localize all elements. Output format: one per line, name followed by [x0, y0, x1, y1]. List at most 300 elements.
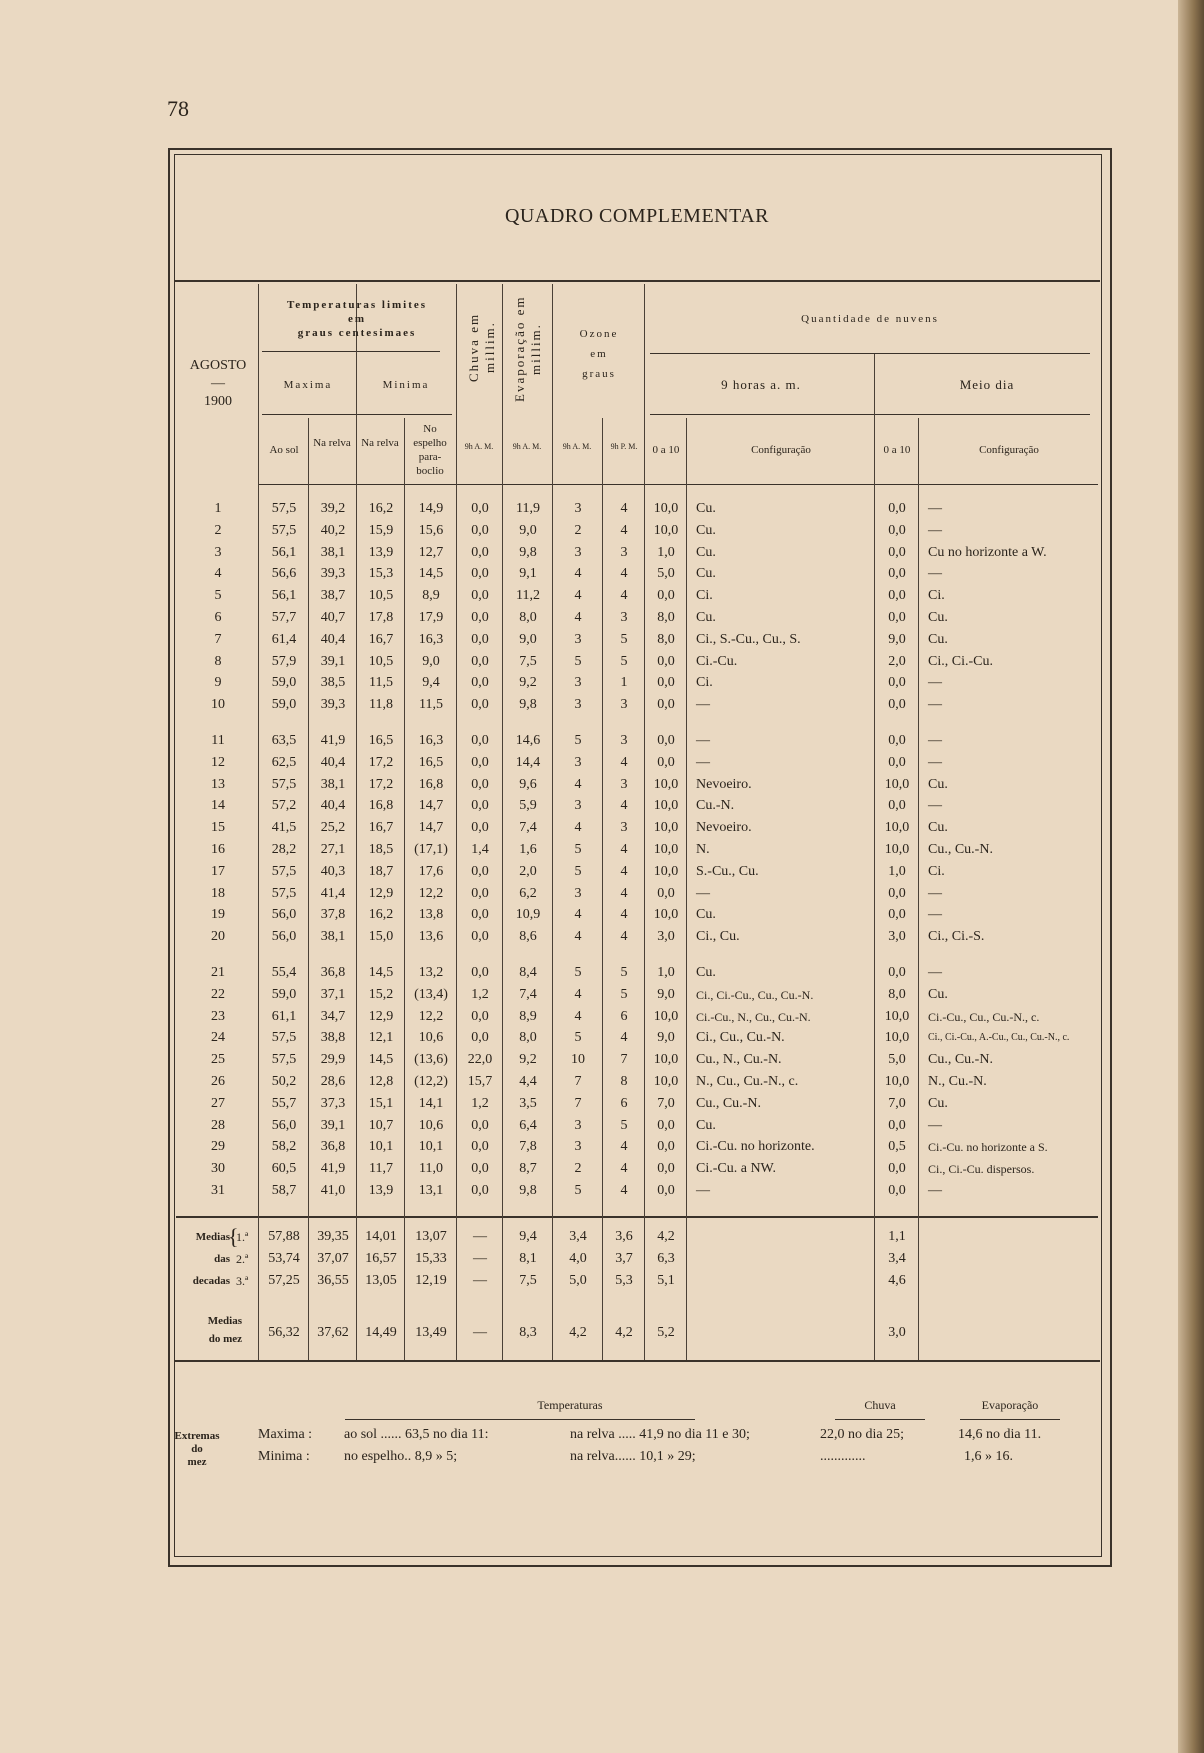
cell-temp-max-sol: 60,5	[271, 1161, 297, 1177]
cell-day: 14	[211, 798, 225, 814]
cell-evaporacao: 7,8	[519, 1139, 537, 1155]
cell-temp-min-espelho: 13,8	[418, 907, 444, 923]
cell-config-am: S.-Cu., Cu.	[696, 863, 759, 879]
cell-ozone-am: 3	[574, 675, 582, 691]
nuvens-noon-config-header: Configuração	[979, 444, 1039, 456]
cell-config-noon: —	[928, 501, 942, 516]
cell-temp-max-relva: 38,8	[320, 1030, 346, 1046]
cell-temp-max-relva: 36,8	[320, 965, 346, 980]
cell-temp-min-espelho: 11,0	[419, 1161, 443, 1177]
cell-temp-max-sol: 55,4	[271, 965, 297, 980]
cell-nuvens-am: 3,0	[657, 929, 675, 945]
cell-ozone-am: 3	[574, 1117, 582, 1133]
cell-temp-max-relva: 41,4	[320, 885, 346, 901]
cell-temp-min-relva: 17,2	[368, 776, 394, 792]
cell-evaporacao: 9,8	[519, 697, 537, 713]
cell-ozone-pm: 4	[620, 1183, 628, 1198]
cell-temp-min-relva: 16,2	[368, 501, 394, 516]
cell-config-am: Ci., S.-Cu., Cu., S.	[696, 631, 801, 647]
cell-temp-min-espelho: 14,7	[418, 798, 444, 814]
table-row	[176, 520, 1098, 542]
cell-evaporacao: 9,2	[519, 1052, 537, 1068]
cell-chuva: 0,0	[471, 1117, 489, 1133]
table-row	[176, 984, 1098, 1006]
medias-label-line3: decadas	[192, 1275, 230, 1287]
rule-footer-chuva	[835, 1419, 925, 1420]
temp-group-header	[260, 298, 454, 340]
cell-temp-min-espelho: 17,9	[418, 610, 444, 625]
cell-config-am: Nevoeiro.	[696, 820, 752, 836]
cell-chuva: 0,0	[471, 733, 489, 748]
cell-temp-min-espelho: 12,2	[418, 1008, 444, 1024]
cell-temp-min-espelho: 16,3	[418, 631, 444, 647]
cell-temp-min-relva: 10,7	[368, 1117, 394, 1133]
media-mez-temp-max-relva: 37,62	[317, 1325, 349, 1340]
cell-ozone-am: 3	[574, 697, 582, 713]
cell-ozone-pm: 4	[620, 929, 628, 945]
cell-ozone-am: 4	[574, 986, 582, 1002]
cell-nuvens-noon: 3,0	[888, 929, 906, 945]
media-ozone-pm: 3,6	[615, 1229, 633, 1244]
media-temp-min-relva: 14,01	[365, 1229, 397, 1244]
cell-temp-min-espelho: 14,7	[418, 820, 444, 836]
table-row	[176, 1006, 1098, 1028]
table-row	[176, 730, 1098, 752]
cell-evaporacao: 8,0	[519, 610, 537, 625]
cell-nuvens-am: 10,0	[653, 1008, 679, 1024]
period-year: 1900	[204, 394, 232, 409]
cell-ozone-am: 3	[574, 754, 582, 770]
cell-day: 11	[211, 733, 225, 748]
cell-temp-max-relva: 38,1	[320, 929, 346, 945]
na-relva-min-header: Na relva	[361, 437, 399, 449]
cell-evaporacao: 11,2	[516, 588, 540, 604]
cell-day: 21	[211, 965, 225, 980]
cell-ozone-pm: 3	[620, 697, 628, 713]
media-temp-min-espelho: 12,19	[415, 1273, 447, 1288]
cell-nuvens-am: 10,0	[653, 842, 679, 857]
cell-day: 8	[214, 653, 222, 669]
cell-nuvens-am: 0,0	[657, 1161, 675, 1177]
cell-day: 1	[214, 501, 222, 516]
table-row	[176, 1049, 1098, 1071]
cell-temp-max-relva: 28,6	[320, 1074, 346, 1089]
media-temp-max-sol: 57,25	[268, 1273, 300, 1288]
cell-temp-min-relva: 11,5	[369, 675, 393, 691]
media-ozone-am: 3,4	[569, 1229, 587, 1244]
cell-evaporacao: 9,0	[519, 631, 537, 647]
cell-nuvens-noon: 0,0	[888, 697, 906, 713]
cell-ozone-pm: 4	[620, 501, 628, 516]
cell-temp-min-espelho: 13,2	[418, 965, 444, 980]
cell-temp-min-relva: 15,9	[368, 522, 394, 538]
cell-temp-max-relva: 39,1	[320, 653, 346, 669]
temp-group-line1: Temperaturas limites	[286, 299, 428, 311]
cell-temp-max-relva: 38,1	[320, 776, 346, 792]
media-ozone-pm: 3,7	[615, 1251, 633, 1266]
cell-ozone-pm: 5	[620, 653, 628, 669]
cell-nuvens-noon: 10,0	[884, 842, 910, 857]
maxima-header: Maxima	[283, 379, 333, 391]
na-relva-max-header: Na relva	[313, 437, 351, 449]
cell-chuva: 0,0	[471, 610, 489, 625]
media-nuvens-am: 5,1	[657, 1273, 675, 1288]
cell-temp-max-relva: 25,2	[320, 820, 346, 836]
cell-temp-min-relva: 14,5	[368, 1052, 394, 1068]
cell-config-noon: —	[928, 522, 942, 538]
cell-temp-min-relva: 10,1	[368, 1139, 394, 1155]
cell-config-noon: Ci.-Cu., Cu., Cu.-N., c.	[928, 1009, 1040, 1024]
cell-temp-max-sol: 57,5	[271, 776, 297, 792]
cell-nuvens-am: 0,0	[657, 1117, 675, 1133]
cell-chuva: 0,0	[471, 820, 489, 836]
cell-ozone-pm: 4	[620, 798, 628, 814]
cell-config-am: Cu.	[696, 544, 716, 560]
cell-nuvens-am: 8,0	[657, 631, 675, 647]
cell-config-am: Ci.-Cu. no horizonte.	[696, 1139, 815, 1155]
cell-day: 23	[211, 1008, 225, 1024]
chuva-header: Chuva em millim.	[466, 312, 497, 382]
cell-nuvens-am: 0,0	[657, 675, 675, 691]
cell-temp-max-sol: 57,7	[271, 610, 297, 625]
table-row	[176, 629, 1098, 651]
ozone-line1: Ozone	[579, 328, 619, 340]
rule-footer-evap	[960, 1419, 1060, 1420]
cell-nuvens-am: 8,0	[657, 610, 675, 625]
cell-ozone-am: 5	[574, 1030, 582, 1046]
cell-day: 3	[214, 544, 222, 560]
cell-ozone-pm: 4	[620, 588, 628, 604]
cell-ozone-am: 2	[574, 1161, 582, 1177]
cell-chuva: 0,0	[471, 754, 489, 770]
cell-nuvens-noon: 0,0	[888, 885, 906, 901]
evap-time-header: 9h A. M.	[512, 442, 542, 451]
cell-config-noon: Ci., Ci.-Cu., A.-Cu., Cu., Cu.-N., c.	[928, 1032, 1070, 1044]
cell-chuva: 1,2	[471, 986, 489, 1002]
cell-chuva: 0,0	[471, 798, 489, 814]
cell-temp-min-espelho: 12,2	[418, 885, 444, 901]
footer-min-espelho: no espelho.. 8,9 » 5;	[344, 1449, 458, 1464]
cell-day: 5	[214, 588, 222, 604]
chuva-time-header: 9h A. M.	[464, 442, 494, 451]
medias-mez-row	[176, 1322, 1098, 1344]
cell-temp-min-espelho: 16,8	[418, 776, 444, 792]
footer-chuva-header: Chuva	[864, 1398, 896, 1412]
cell-config-am: Cu.	[696, 501, 716, 516]
cell-chuva: 0,0	[471, 697, 489, 713]
cell-temp-max-relva: 37,8	[320, 907, 346, 923]
cell-temp-min-espelho: 9,4	[422, 675, 440, 691]
cell-nuvens-noon: 0,0	[888, 522, 906, 538]
media-mez-nuvens-noon: 3,0	[888, 1325, 906, 1340]
cell-temp-min-relva: 12,9	[368, 885, 394, 901]
cell-temp-max-sol: 63,5	[271, 733, 297, 748]
cell-temp-max-relva: 41,9	[320, 1161, 346, 1177]
cell-nuvens-noon: 10,0	[884, 776, 910, 792]
cell-day: 16	[211, 842, 225, 857]
cell-nuvens-noon: 10,0	[884, 1030, 910, 1046]
media-temp-max-sol: 57,88	[268, 1229, 300, 1244]
cell-temp-max-relva: 38,7	[320, 588, 346, 604]
table-row	[176, 752, 1098, 774]
rule-nuvens-group	[650, 353, 1090, 354]
cell-temp-max-sol: 61,4	[271, 631, 297, 647]
ozone-header	[555, 324, 643, 384]
cell-config-noon: —	[928, 965, 942, 980]
minima-header: Minima	[382, 379, 430, 391]
cell-config-noon: Cu.	[928, 631, 948, 647]
cell-nuvens-noon: 8,0	[888, 986, 906, 1002]
cell-temp-min-relva: 16,7	[368, 820, 394, 836]
cell-day: 15	[211, 820, 225, 836]
cell-nuvens-noon: 0,0	[888, 1183, 906, 1198]
brace-open: {	[228, 1224, 239, 1249]
cell-temp-min-relva: 15,1	[368, 1095, 394, 1111]
cell-ozone-am: 5	[574, 842, 582, 857]
cell-ozone-pm: 4	[620, 863, 628, 879]
medias-decada-row	[176, 1248, 1098, 1270]
cell-temp-max-sol: 58,7	[271, 1183, 297, 1198]
cell-temp-min-relva: 15,0	[368, 929, 394, 945]
cell-temp-min-relva: 18,5	[368, 842, 394, 857]
cell-ozone-pm: 4	[620, 754, 628, 770]
cell-config-noon: Cu no horizonte a W.	[928, 544, 1047, 560]
cell-config-noon: N., Cu.-N.	[928, 1074, 987, 1089]
cell-day: 7	[214, 631, 222, 647]
extremas-line3: mez	[187, 1456, 207, 1468]
extremas-label	[168, 1430, 226, 1469]
cell-temp-max-relva: 39,3	[320, 697, 346, 713]
cell-nuvens-am: 0,0	[657, 588, 675, 604]
cell-nuvens-am: 0,0	[657, 653, 675, 669]
cell-ozone-pm: 4	[620, 566, 628, 582]
nuvens-header: Quantidade de nuvens	[801, 313, 939, 325]
cell-nuvens-am: 0,0	[657, 1183, 675, 1198]
media-mez-temp-max-sol: 56,32	[268, 1325, 300, 1340]
cell-temp-max-sol: 57,5	[271, 1030, 297, 1046]
cell-ozone-pm: 3	[620, 544, 628, 560]
cell-temp-max-sol: 50,2	[271, 1074, 297, 1089]
cell-temp-max-sol: 59,0	[271, 675, 297, 691]
medias-mez-line2: do mez	[208, 1333, 242, 1345]
cell-temp-max-sol: 28,2	[271, 842, 297, 857]
media-nuvens-noon: 1,1	[888, 1229, 906, 1244]
cell-temp-max-relva: 27,1	[320, 842, 346, 857]
cell-config-noon: Ci.-Cu. no horizonte a S.	[928, 1140, 1048, 1155]
cell-day: 27	[211, 1095, 225, 1111]
cell-day: 22	[211, 986, 225, 1002]
table-row	[176, 774, 1098, 796]
media-chuva: —	[473, 1273, 487, 1288]
cell-ozone-am: 3	[574, 1139, 582, 1155]
period-month: AGOSTO	[189, 358, 247, 373]
cell-temp-max-sol: 57,2	[271, 798, 297, 814]
page-number: 78	[167, 96, 189, 121]
cell-temp-min-espelho: 15,6	[418, 522, 444, 538]
cell-temp-max-sol: 56,0	[271, 1117, 297, 1133]
cell-day: 10	[211, 697, 225, 713]
cell-day: 2	[214, 522, 222, 538]
cell-chuva: 0,0	[471, 1183, 489, 1198]
nuvens-am-config-header: Configuração	[751, 444, 811, 456]
cell-config-am: Ci.-Cu.	[696, 653, 738, 669]
footer-max-chuva: 22,0 no dia 25;	[820, 1427, 904, 1442]
cell-config-noon: Cu.	[928, 776, 948, 792]
cell-nuvens-noon: 1,0	[888, 863, 906, 879]
rule-nuvens-sub	[650, 414, 1090, 415]
cell-nuvens-noon: 0,0	[888, 1161, 906, 1177]
cell-chuva: 0,0	[471, 1008, 489, 1024]
cell-ozone-am: 4	[574, 588, 582, 604]
ozone-line3: graus	[582, 368, 616, 380]
ozone-am-header: 9h A. M.	[562, 442, 592, 451]
footer-max-sol: ao sol ...... 63,5 no dia 11:	[344, 1427, 489, 1442]
cell-chuva: 1,4	[471, 842, 489, 857]
cell-config-am: Cu.	[696, 610, 716, 625]
cell-temp-max-relva: 40,2	[320, 522, 346, 538]
cell-nuvens-noon: 0,0	[888, 754, 906, 770]
cell-nuvens-noon: 0,0	[888, 965, 906, 980]
cell-day: 18	[211, 885, 225, 901]
cell-evaporacao: 3,5	[519, 1095, 537, 1111]
cell-temp-max-sol: 61,1	[271, 1008, 297, 1024]
cell-temp-max-relva: 29,9	[320, 1052, 346, 1068]
cell-config-am: Nevoeiro.	[696, 776, 752, 792]
cell-temp-max-relva: 39,2	[320, 501, 346, 516]
cell-ozone-pm: 5	[620, 1117, 628, 1133]
cell-temp-min-espelho: (17,1)	[414, 842, 448, 857]
cell-temp-min-espelho: (13,6)	[414, 1052, 448, 1068]
cell-ozone-am: 4	[574, 1008, 582, 1024]
cell-config-noon: Ci., Ci.-Cu.	[928, 653, 993, 669]
cell-ozone-am: 5	[574, 653, 582, 669]
cell-chuva: 0,0	[471, 965, 489, 980]
cell-day: 25	[211, 1052, 225, 1068]
cell-ozone-am: 4	[574, 566, 582, 582]
cell-temp-min-relva: 13,9	[368, 1183, 394, 1198]
cell-ozone-am: 3	[574, 631, 582, 647]
media-mez-ozone-pm: 4,2	[615, 1325, 633, 1340]
cell-temp-max-sol: 41,5	[271, 820, 297, 836]
cell-temp-min-espelho: 10,6	[418, 1117, 444, 1133]
table-row	[176, 672, 1098, 694]
media-temp-max-relva: 36,55	[317, 1273, 349, 1288]
cell-config-noon: Cu.	[928, 610, 948, 625]
cell-config-am: Ci., Cu., Cu.-N.	[696, 1030, 785, 1046]
cell-temp-max-relva: 41,0	[320, 1183, 346, 1198]
cell-ozone-pm: 4	[620, 842, 628, 857]
table-row	[176, 962, 1098, 984]
cell-evaporacao: 9,8	[519, 1183, 537, 1198]
cell-temp-min-relva: 15,2	[368, 986, 394, 1002]
cell-nuvens-am: 1,0	[657, 544, 675, 560]
cell-temp-max-sol: 56,6	[271, 566, 297, 582]
cell-ozone-am: 4	[574, 610, 582, 625]
cell-temp-min-espelho: 10,1	[418, 1139, 444, 1155]
cell-nuvens-noon: 0,0	[888, 588, 906, 604]
cell-ozone-pm: 4	[620, 885, 628, 901]
rule-under-title	[174, 280, 1100, 282]
cell-temp-max-relva: 36,8	[320, 1139, 346, 1155]
cell-nuvens-am: 0,0	[657, 733, 675, 748]
cell-temp-min-relva: 11,7	[369, 1161, 393, 1177]
cell-temp-max-relva: 40,4	[320, 798, 346, 814]
cell-temp-max-sol: 59,0	[271, 697, 297, 713]
table-row	[176, 1115, 1098, 1137]
footer-min-chuva: .............	[820, 1449, 866, 1464]
cell-ozone-am: 3	[574, 544, 582, 560]
cell-config-am: Cu.	[696, 566, 716, 582]
media-ozone-am: 5,0	[569, 1273, 587, 1288]
media-temp-min-espelho: 13,07	[415, 1229, 447, 1244]
cell-ozone-pm: 5	[620, 631, 628, 647]
table-row	[176, 694, 1098, 716]
cell-temp-min-espelho: 13,6	[418, 929, 444, 945]
cell-ozone-pm: 3	[620, 610, 628, 625]
cell-ozone-am: 7	[574, 1095, 582, 1111]
cell-temp-max-relva: 41,9	[320, 733, 346, 748]
cell-chuva: 0,0	[471, 907, 489, 923]
rule-footer-temp	[345, 1419, 695, 1420]
table-row	[176, 585, 1098, 607]
cell-config-noon: Cu.	[928, 1095, 948, 1111]
cell-config-noon: —	[928, 733, 942, 748]
cell-temp-min-relva: 13,9	[368, 544, 394, 560]
media-nuvens-noon: 4,6	[888, 1273, 906, 1288]
media-chuva: —	[473, 1251, 487, 1266]
cell-config-am: N., Cu., Cu.-N., c.	[696, 1074, 799, 1089]
cell-ozone-am: 3	[574, 885, 582, 901]
cell-chuva: 0,0	[471, 1139, 489, 1155]
cell-nuvens-am: 5,0	[657, 566, 675, 582]
cell-evaporacao: 9,0	[519, 522, 537, 538]
cell-temp-max-relva: 40,4	[320, 754, 346, 770]
cell-evaporacao: 4,4	[519, 1074, 537, 1089]
cell-temp-max-relva: 39,3	[320, 566, 346, 582]
espelho-header: No espelho para-boclio	[413, 423, 447, 477]
cell-temp-min-espelho: 10,6	[418, 1030, 444, 1046]
cell-chuva: 1,2	[471, 1095, 489, 1111]
rule-temp-sub	[262, 414, 452, 415]
decade-mark-3: 3.ª	[236, 1274, 249, 1288]
cell-temp-min-espelho: (12,2)	[414, 1074, 448, 1089]
cell-ozone-pm: 4	[620, 1030, 628, 1046]
cell-ozone-am: 4	[574, 907, 582, 923]
cell-nuvens-noon: 0,0	[888, 798, 906, 814]
cell-temp-min-espelho: 8,9	[422, 588, 440, 604]
cell-evaporacao: 9,8	[519, 544, 537, 560]
cell-chuva: 0,0	[471, 885, 489, 901]
table-row	[176, 651, 1098, 673]
cell-ozone-pm: 5	[620, 965, 628, 980]
cell-config-noon: —	[928, 1183, 942, 1198]
table-row	[176, 795, 1098, 817]
cell-config-am: —	[696, 697, 710, 713]
cell-config-am: Ci., Ci.-Cu., Cu., Cu.-N.	[696, 987, 814, 1002]
cell-evaporacao: 8,0	[519, 1030, 537, 1046]
cell-nuvens-am: 10,0	[653, 798, 679, 814]
table-row	[176, 861, 1098, 883]
medias-label-line2: das	[214, 1253, 230, 1265]
cell-config-noon: —	[928, 907, 942, 923]
medias-decada-row	[176, 1226, 1098, 1248]
cell-chuva: 0,0	[471, 675, 489, 691]
cell-nuvens-am: 1,0	[657, 965, 675, 980]
cell-day: 13	[211, 776, 225, 792]
cell-nuvens-noon: 0,0	[888, 544, 906, 560]
cell-day: 17	[211, 863, 225, 879]
extremas-line2: do	[191, 1443, 203, 1455]
